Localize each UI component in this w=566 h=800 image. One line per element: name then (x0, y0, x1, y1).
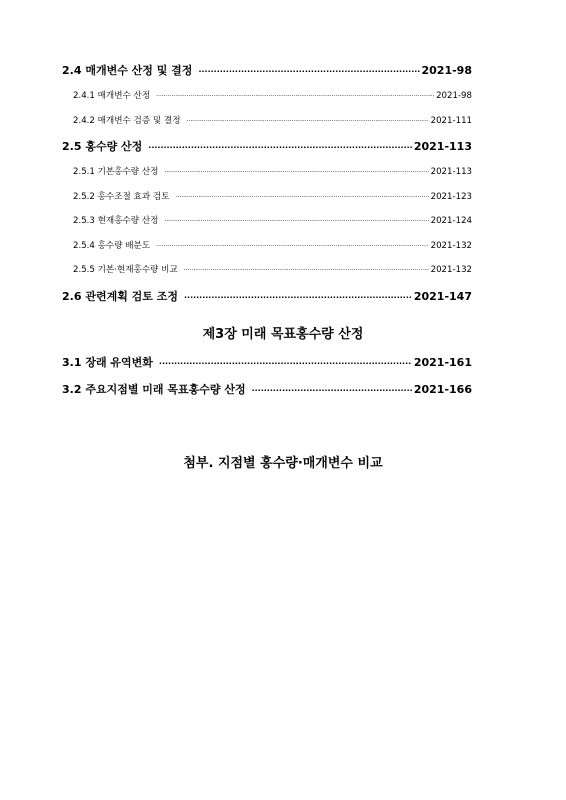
toc-entry-2-4[interactable] (62, 62, 472, 89)
toc-entry-label: 2.5.1 기본홍수량 산정 (73, 167, 159, 177)
toc-section-2 (62, 62, 472, 315)
dot-leader (148, 143, 412, 152)
toc-entry-label: 2.5 홍수량 산정 (62, 140, 143, 153)
toc-entry-label: 2.4.1 매개변수 산정 (73, 91, 151, 101)
toc-entry-page: 2021-124 (430, 216, 472, 226)
toc-entry-page: 2021-147 (413, 289, 472, 303)
toc-entry-2-5-5[interactable] (62, 263, 472, 288)
toc-entry-label: 2.6 관련계획 검토 조정 (62, 289, 178, 303)
toc-entry-page: 2021-161 (413, 356, 472, 369)
toc-entry-page: 2021-111 (430, 115, 472, 126)
dot-leader (159, 359, 412, 368)
toc-entry-label: 2.5.4 홍수량 배분도 (73, 240, 151, 251)
toc-entry-label: 3.1 장래 유역변화 (62, 356, 153, 369)
toc-entry-2-5-4[interactable] (62, 239, 472, 264)
toc-entry-page: 2021-132 (430, 265, 472, 275)
dot-leader (252, 386, 412, 395)
toc-entry-3-2[interactable] (62, 381, 472, 408)
toc-entry-label: 3.2 주요지점별 미래 목표홍수량 산정 (62, 383, 246, 396)
dot-leader (187, 118, 429, 125)
appendix-title: 첨부. 지점별 홍수량·매개변수 비교 (183, 456, 383, 471)
toc-entry-label: 2.4.2 매개변수 검증 및 결정 (73, 115, 181, 126)
dot-leader (184, 293, 412, 302)
dot-leader (164, 169, 428, 176)
toc-entry-page: 2021-132 (430, 240, 472, 251)
toc-entry-3-1[interactable] (62, 354, 472, 381)
toc-entry-2-5-3[interactable] (62, 214, 472, 239)
dot-leader (184, 267, 429, 274)
dot-leader (164, 218, 428, 225)
toc-entry-page: 2021-98 (436, 91, 472, 101)
toc-entry-label: 2.5.5 기본·현재홍수량 비교 (73, 265, 178, 275)
toc-entry-label: 2.5.3 현재홍수량 산정 (73, 216, 159, 226)
toc-entry-page: 2021-166 (413, 383, 472, 396)
toc-entry-page: 2021-113 (413, 140, 472, 153)
toc-entry-2-5[interactable] (62, 138, 472, 165)
toc-entry-page: 2021-98 (421, 64, 472, 77)
toc-entry-label: 2.5.2 홍수조절 효과 검토 (73, 191, 170, 202)
toc-entry-page: 2021-123 (430, 191, 472, 202)
chapter-3-title: 제3장 미래 목표홍수량 산정 (202, 327, 364, 342)
toc-entry-page: 2021-113 (430, 167, 472, 177)
toc-entry-2-4-1[interactable] (62, 89, 472, 114)
dot-leader (156, 243, 428, 250)
dot-leader (156, 93, 434, 100)
toc-chapter-3 (62, 354, 472, 408)
dot-leader (198, 67, 419, 76)
toc-entry-2-6[interactable] (62, 288, 472, 315)
toc-entry-label: 2.4 매개변수 산정 및 결정 (62, 64, 193, 77)
toc-entry-2-5-1[interactable] (62, 165, 472, 190)
toc-entry-2-5-2[interactable] (62, 190, 472, 215)
dot-leader (175, 194, 428, 201)
toc-entry-2-4-2[interactable] (62, 114, 472, 139)
